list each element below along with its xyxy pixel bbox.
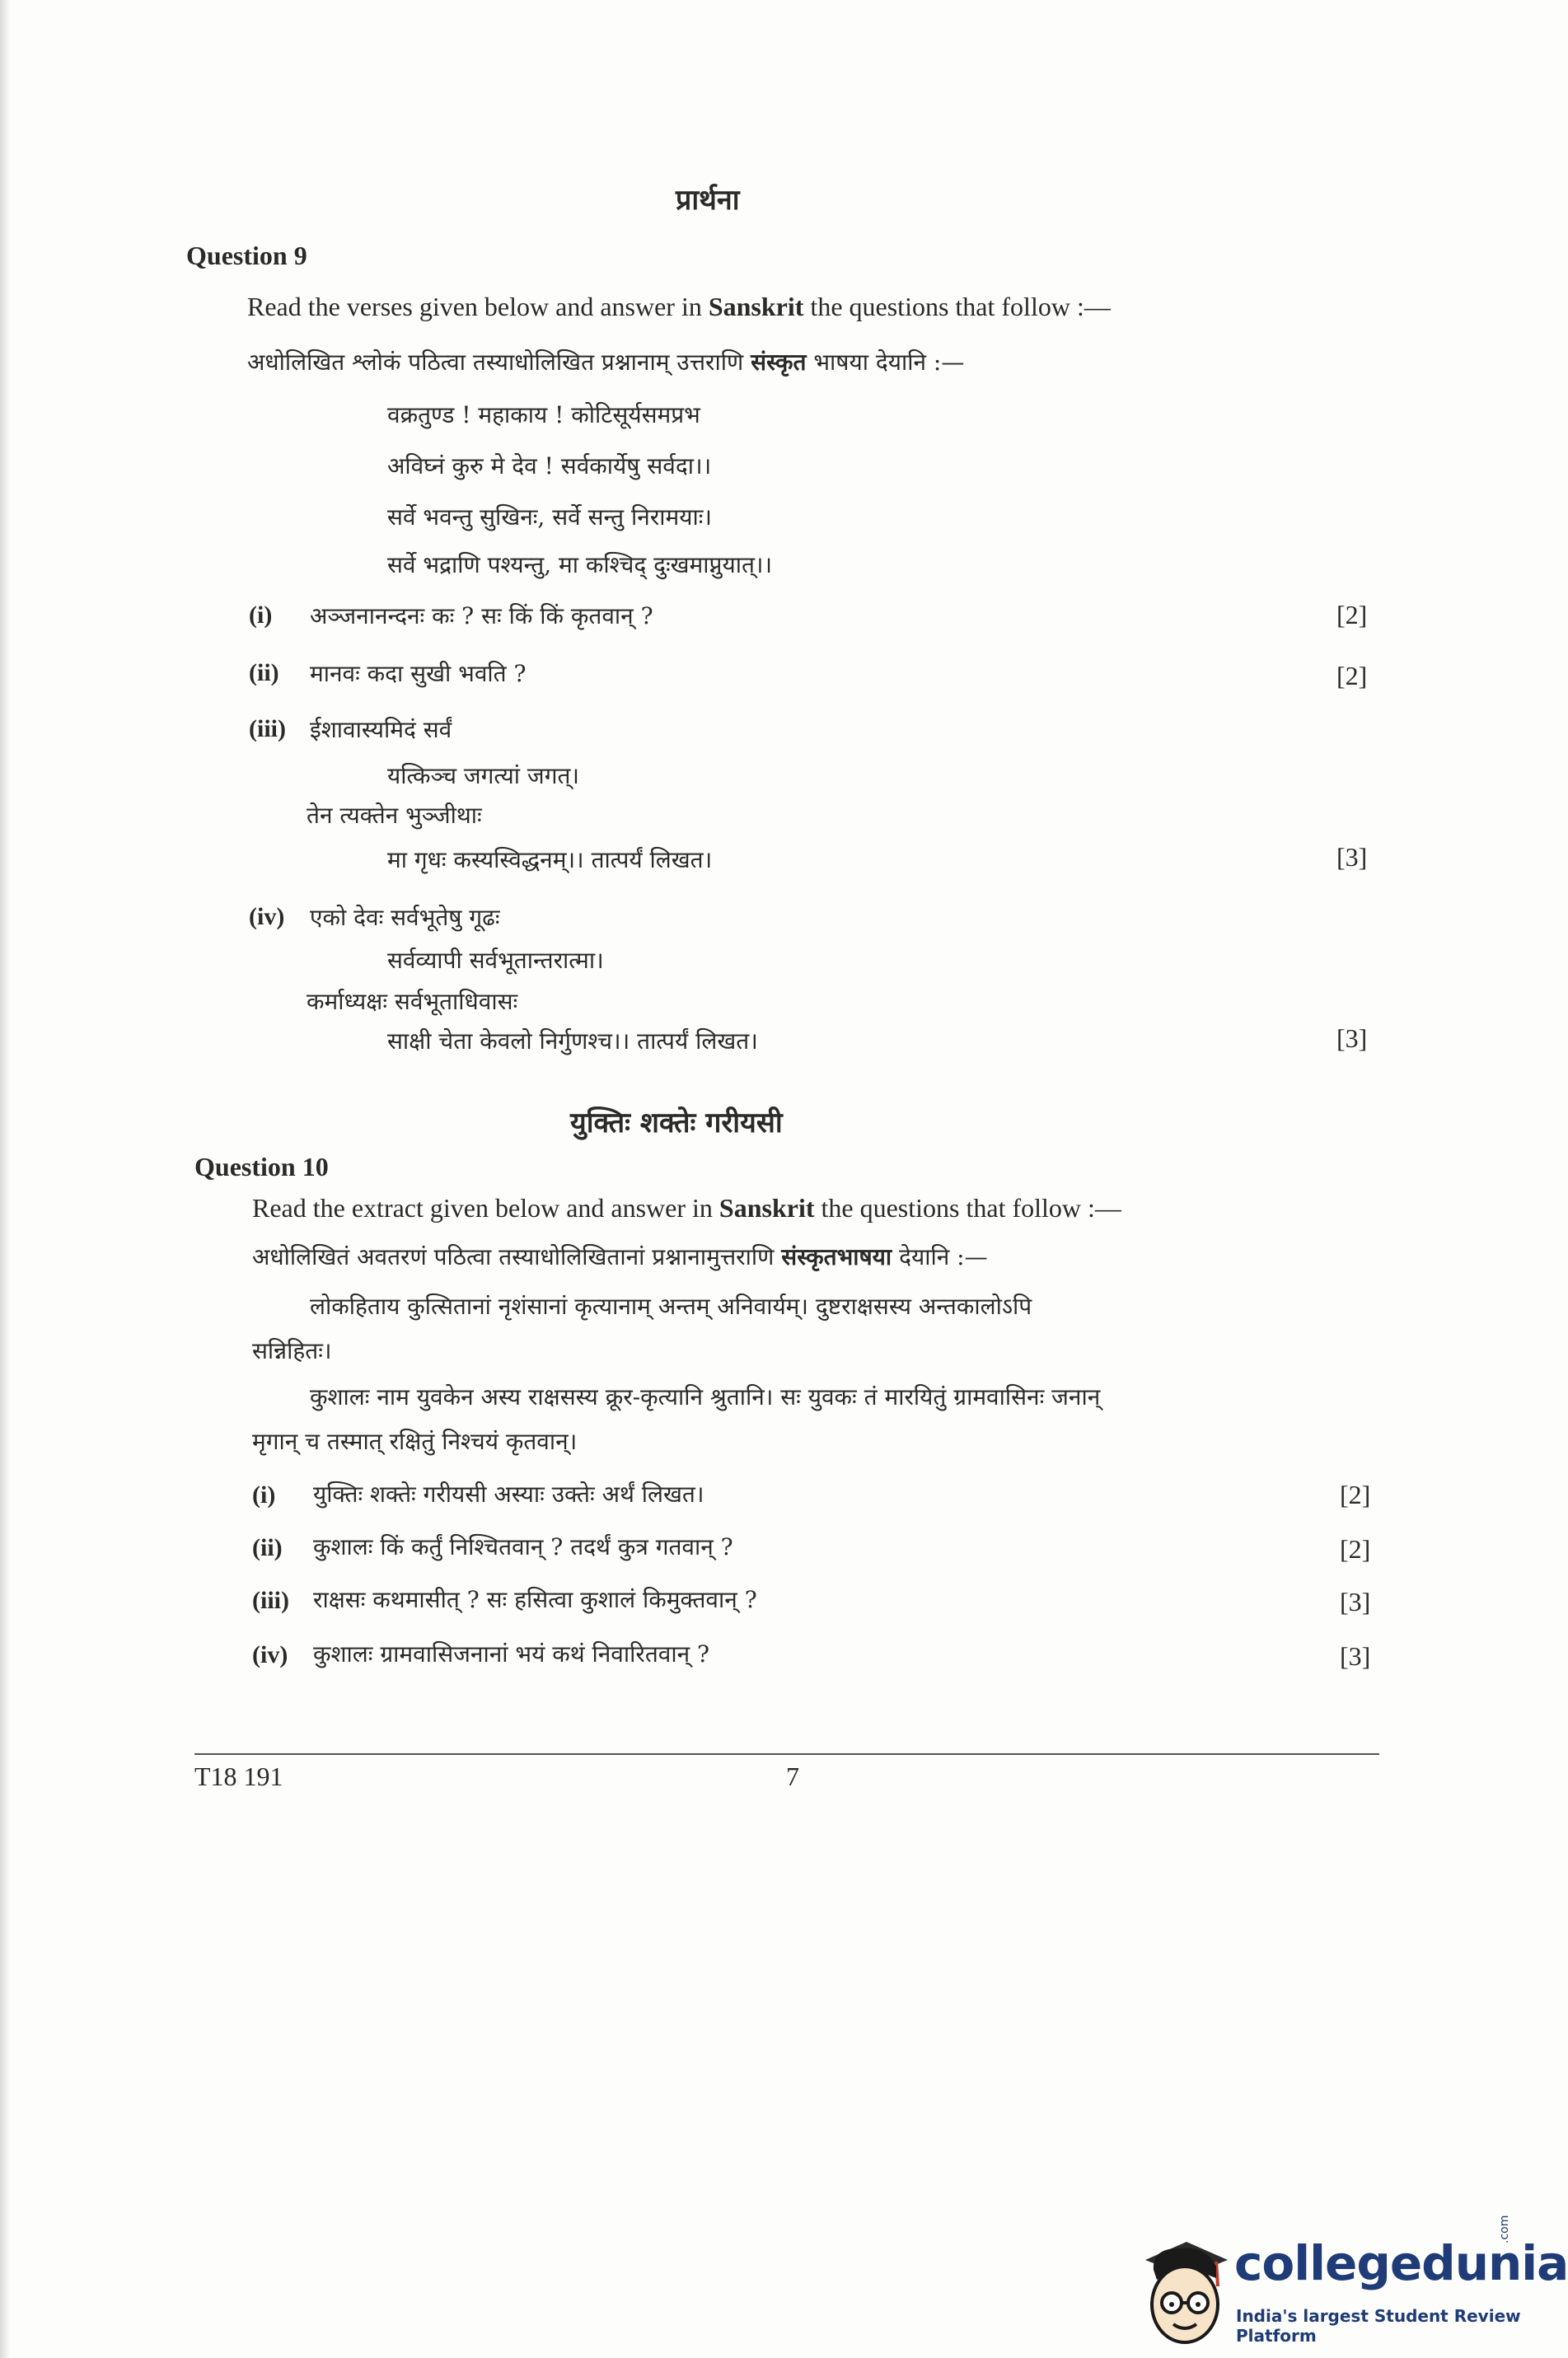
- extract-line: मृगान् च तस्मात् रक्षितुं निश्चयं कृतवान्।: [252, 1428, 578, 1455]
- verse-line: अविघ्नं कुरु मे देव ! सर्वकार्येषु सर्वदा।।: [387, 452, 712, 480]
- verse-line: सर्वे भवन्तु सुखिनः, सर्वे सन्तु निरामयाः।: [387, 503, 713, 531]
- collegedunia-logo: [1135, 2215, 1568, 2352]
- part-question: राक्षसः कथमासीत् ? सः हसित्वा कुशालं किमुक्तवान् ?: [313, 1586, 757, 1613]
- q10-instruction-text: Read the extract given below and answer in: [252, 1193, 719, 1223]
- part-question-line: मा गृधः कस्यस्विद्धनम्।। तात्पर्यं लिखत।: [387, 846, 713, 873]
- part-question-line: यत्किञ्च जगत्यां जगत्।: [387, 762, 580, 789]
- q9-dev-text-end: भाषया देयानि :—: [806, 349, 965, 376]
- q10-instruction-bold: Sanskrit: [718, 1193, 815, 1223]
- marks: [3]: [1340, 1641, 1371, 1671]
- q10-dev-text-end: देयानि :—: [892, 1243, 988, 1270]
- q9-instruction-english: [247, 292, 1111, 322]
- page-edge-shadow: [0, 0, 10, 2358]
- marks: [2]: [1340, 1534, 1371, 1564]
- q10-dev-bold: संस्कृतभाषया: [781, 1243, 892, 1270]
- part-question: कुशालः ग्रामवासिजनानां भयं कथं निवारितवान् ?: [313, 1640, 710, 1668]
- q10-instruction-text-end: the questions that follow :—: [814, 1193, 1121, 1223]
- q10-instruction-english: [252, 1193, 1121, 1223]
- section-heading-yukti: युक्तिः शक्तेः गरीयसी: [570, 1106, 783, 1139]
- part-number: (iii): [252, 1587, 289, 1614]
- part-question-line: साक्षी चेता केवलो निर्गुणश्च।। तात्पर्यं लिखत।: [387, 1027, 758, 1055]
- part-question-line: ईशावास्यमिदं सर्वं: [310, 716, 452, 743]
- part-question: युक्तिः शक्तेः गरीयसी अस्याः उक्तेः अर्थं लिखत।: [313, 1481, 704, 1508]
- student-mascot-icon: [1135, 2229, 1234, 2352]
- page-number: 7: [786, 1761, 799, 1791]
- part-number: (iii): [249, 715, 286, 742]
- marks: [3]: [1336, 1023, 1368, 1053]
- q9-instruction-sanskrit: [247, 346, 964, 377]
- footer-rule: [194, 1753, 1379, 1755]
- part-number: (iv): [252, 1641, 288, 1668]
- part-question: अञ्जनानन्दनः कः ? सः किं किं कृतवान् ?: [310, 602, 653, 629]
- part-number: (ii): [249, 659, 279, 686]
- part-number: (ii): [252, 1534, 283, 1561]
- section-heading-prarthana: प्रार्थना: [676, 184, 740, 217]
- q9-instruction-text-end: the questions that follow :—: [803, 292, 1111, 321]
- extract-line: कुशालः नाम युवकेन अस्य राक्षसस्य क्रूर-कृत्यानि श्रुतानि। सः युवकः तं मारयितुं ग्रामवासिनः जनान्: [310, 1383, 1101, 1411]
- q9-dev-text: अधोलिखित श्लोकं पठित्वा तस्याधोलिखित प्रश्नानाम् उत्तराणि: [247, 349, 751, 376]
- q10-instruction-sanskrit: [252, 1241, 988, 1272]
- part-number: (i): [249, 601, 273, 629]
- part-question: कुशालः किं कर्तुं निश्चितवान् ? तदर्थं कुत्र गतवान् ?: [313, 1533, 733, 1560]
- part-number: (iv): [249, 903, 285, 930]
- marks: [2]: [1336, 661, 1368, 690]
- part-question-line: कर्माध्यक्षः सर्वभूताधिवासः: [307, 988, 518, 1015]
- marks: [2]: [1336, 600, 1368, 629]
- extract-line: लोकहिताय कुत्सितानां नृशंसानां कृत्यानाम् अन्तम् अनिवार्यम्। दुष्टराक्षसस्य अन्तकालोऽपि: [310, 1293, 1032, 1320]
- logo-domain-suffix: .com: [1498, 2215, 1511, 2243]
- part-question: मानवः कदा सुखी भवति ?: [310, 660, 527, 687]
- extract-line: सन्निहितः।: [252, 1337, 332, 1364]
- marks: [3]: [1336, 842, 1368, 872]
- verse-line: वक्रतुण्ड ! महाकाय ! कोटिसूर्यसमप्रभ: [387, 401, 700, 428]
- marks: [3]: [1340, 1587, 1371, 1616]
- marks: [2]: [1340, 1480, 1371, 1509]
- question-9-label: Question 9: [186, 241, 307, 270]
- question-10-label: Question 10: [194, 1152, 329, 1181]
- q9-instruction-bold: Sanskrit: [708, 292, 804, 321]
- paper-code: T18 191: [194, 1761, 283, 1791]
- verse-line: सर्वे भद्राणि पश्यन्तु, मा कश्चिद् दुःखमाप्नुयात्।।: [387, 551, 773, 578]
- logo-wordmark: collegedunia: [1234, 2235, 1568, 2291]
- logo-tagline: India's largest Student Review Platform: [1236, 2306, 1521, 2346]
- part-question-line: एको देवः सर्वभूतेषु गूढः: [310, 904, 500, 931]
- q9-instruction-text: Read the verses given below and answer in: [247, 292, 709, 321]
- q9-dev-bold: संस्कृत: [751, 349, 807, 376]
- q10-dev-text: अधोलिखितं अवतरणं पठित्वा तस्याधोलिखितानां प्रश्नानामुत्तराणि: [252, 1243, 782, 1270]
- part-question-line: सर्वव्यापी सर्वभूतान्तरात्मा।: [387, 947, 604, 974]
- part-number: (i): [252, 1481, 276, 1509]
- part-question-line: तेन त्यक्तेन भुञ्जीथाः: [307, 802, 482, 829]
